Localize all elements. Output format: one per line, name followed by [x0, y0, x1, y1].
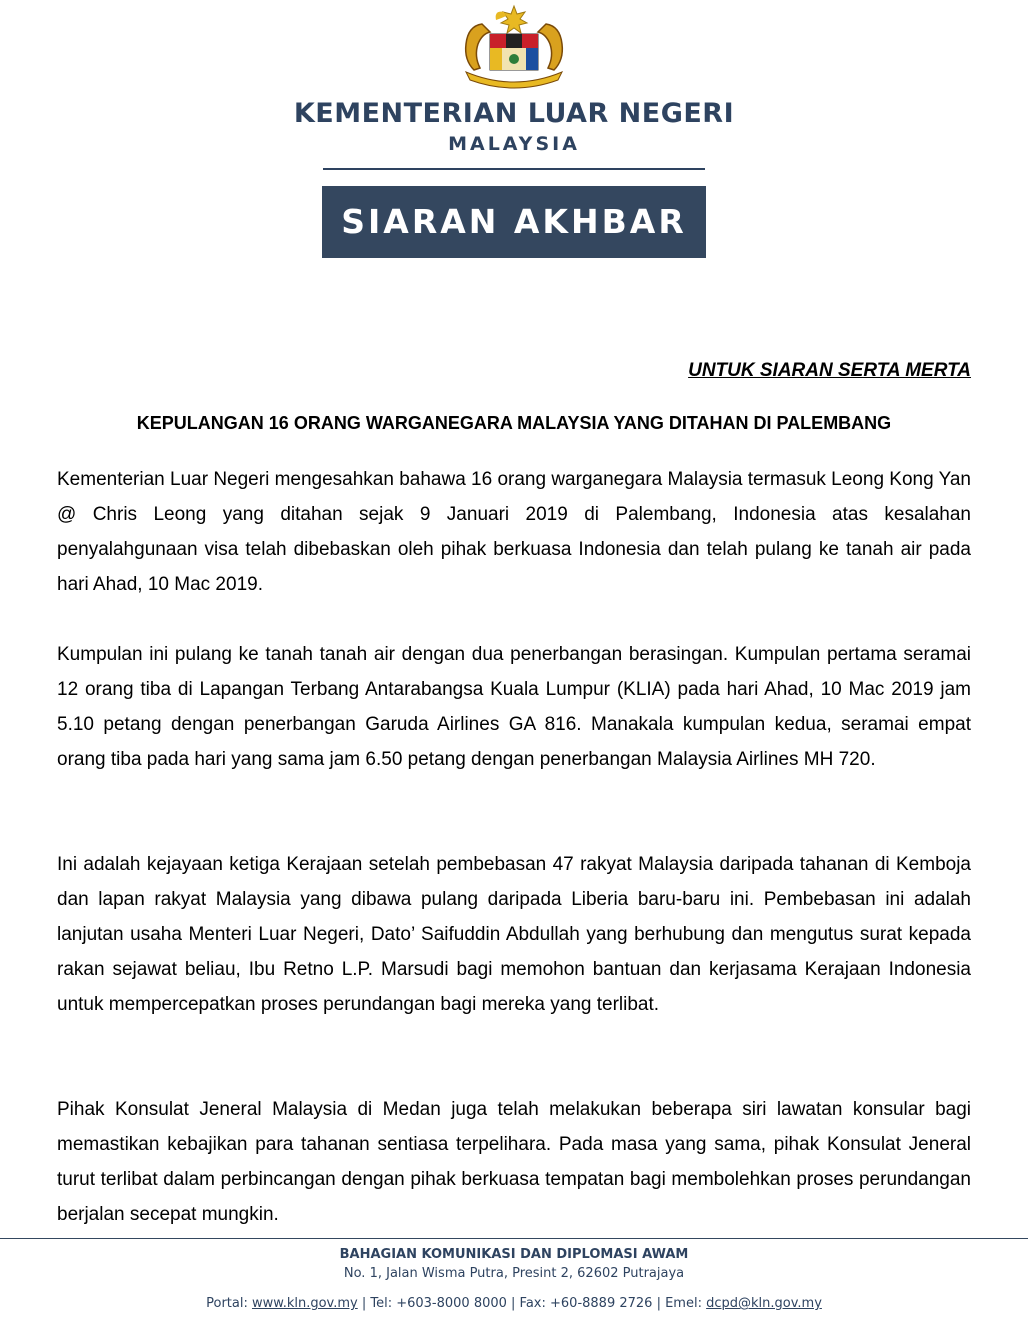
- release-tag: UNTUK SIARAN SERTA MERTA: [688, 360, 971, 381]
- malaysia-coat-of-arms-icon: [454, 4, 574, 90]
- email-link[interactable]: dcpd@kln.gov.my: [706, 1296, 822, 1311]
- contact-numbers: | Tel: +603-8000 8000 | Fax: +60-8889 2726 | Emel:: [357, 1296, 707, 1311]
- footer-address: No. 1, Jalan Wisma Putra, Presint 2, 62602 Putrajaya: [343, 1266, 685, 1281]
- portal-label: Portal:: [206, 1296, 252, 1311]
- ministry-name: KEMENTERIAN LUAR NEGERI: [293, 98, 735, 129]
- paragraph: Pihak Konsulat Jeneral Malaysia di Medan juga telah melakukan beberapa siri lawatan konsular bagi memastikan kebajikan para tahanan sentiasa terpelihara. Pada masa yang sama, pihak Konsulat Jeneral turut terlibat dalam perbincangan dengan pihak berkuasa tempatan bagi membolehkan proses perundangan berjalan secepat mungkin.: [57, 1099, 971, 1225]
- footer-department: BAHAGIAN KOMUNIKASI DAN DIPLOMASI AWAM: [339, 1247, 689, 1262]
- paragraph: Ini adalah kejayaan ketiga Kerajaan setelah pembebasan 47 rakyat Malaysia daripada tahanan di Kemboja dan lapan rakyat Malaysia yang dibawa pulang daripada Liberia baru-baru ini. Pembebasan ini adalah lanjutan usaha Menteri Luar Negeri, Dato’ Saifuddin Abdullah yang berhubung dan mengutus surat kepada rakan sejawat beliau, Ibu Retno L.P. Marsudi bagi memohon bantuan dan kerjasama Kerajaan Indonesia untuk mempercepatkan proses perundangan bagi mereka yang terlibat.: [57, 854, 971, 1015]
- paragraph: Kumpulan ini pulang ke tanah tanah air dengan dua penerbangan berasingan. Kumpulan pertama seramai 12 orang tiba di Lapangan Terbang Antarabangsa Kuala Lumpur (KLIA) pada hari Ahad, 10 Mac 2019 jam 5.10 petang dengan penerbangan Garuda Airlines GA 816. Manakala kumpulan kedua, seramai empat orang tiba pada hari yang sama jam 6.50 petang dengan penerbangan Malaysia Airlines MH 720.: [57, 644, 971, 770]
- ministry-country: MALAYSIA: [448, 133, 580, 155]
- footer-contact: [0, 1296, 1028, 1311]
- paragraph: Kementerian Luar Negeri mengesahkan bahawa 16 orang warganegara Malaysia termasuk Leong Kong Yan @ Chris Leong yang ditahan sejak 9 Januari 2019 di Palembang, Indonesia atas kesalahan penyalahgunaan visa telah dibebaskan oleh pihak berkuasa Indonesia dan telah pulang ke tanah air pada hari Ahad, 10 Mac 2019.: [57, 469, 971, 595]
- press-release-banner: SIARAN AKHBAR: [322, 186, 706, 258]
- portal-link[interactable]: www.kln.gov.my: [251, 1296, 358, 1311]
- header-divider: [323, 168, 705, 170]
- footer-divider: [0, 1238, 1028, 1239]
- headline: KEPULANGAN 16 ORANG WARGANEGARA MALAYSIA YANG DITAHAN DI PALEMBANG: [136, 413, 892, 433]
